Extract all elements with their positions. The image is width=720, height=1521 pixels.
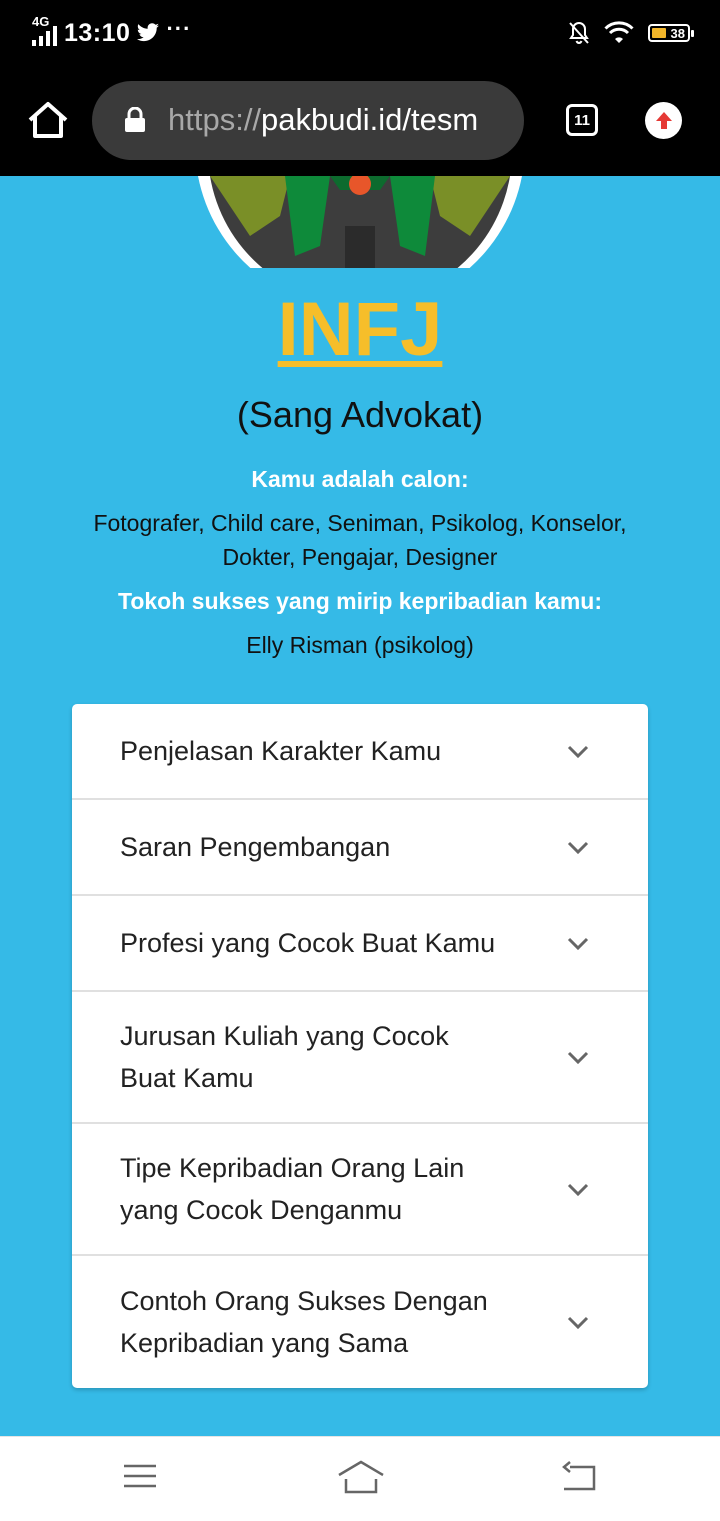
- clock: 13:10: [64, 18, 131, 47]
- figure-label: Tokoh sukses yang mirip kepribadian kamu:: [118, 588, 602, 614]
- tab-switcher-button[interactable]: 11: [566, 104, 598, 136]
- accordion-item-label: Tipe Kepribadian Orang Lain yang Cocok Denganmu: [120, 1153, 465, 1225]
- figure-name: Elly Risman (psikolog): [246, 632, 474, 658]
- system-navigation-bar: [0, 1436, 720, 1521]
- status-right: [568, 16, 690, 50]
- accordion-item-label: Contoh Orang Sukses Dengan Kepribadian yang Sama: [120, 1286, 488, 1358]
- accordion-item-jurusan[interactable]: [72, 992, 648, 1124]
- status-bar: [0, 0, 720, 66]
- accordion-item-label: Penjelasan Karakter Kamu: [120, 736, 442, 766]
- home-nav-icon[interactable]: [336, 1459, 386, 1495]
- url-text: https://pakbudi.id/tesm: [168, 102, 479, 137]
- accordion-item-label: Saran Pengembangan: [120, 832, 391, 862]
- twitter-icon: [136, 23, 160, 43]
- lock-icon: [124, 107, 146, 133]
- chevron-down-icon: [566, 740, 590, 762]
- chevron-down-icon: [566, 932, 590, 954]
- chevron-down-icon: [566, 1046, 590, 1068]
- accordion-item-profesi[interactable]: [72, 896, 648, 992]
- personality-type-title[interactable]: [0, 286, 720, 373]
- chevron-down-icon: [566, 1311, 590, 1333]
- battery-level: 38: [670, 25, 685, 41]
- career-list: Fotografer, Child care, Seniman, Psikolog, Konselor, Dokter, Pengajar, Designer: [93, 510, 627, 570]
- personality-type-link[interactable]: INFJ: [277, 287, 443, 372]
- accordion-item-orang-sukses[interactable]: [72, 1256, 648, 1388]
- home-icon[interactable]: [24, 96, 72, 144]
- update-icon[interactable]: [645, 102, 682, 139]
- signal-icon: 4G: [30, 18, 58, 48]
- back-icon[interactable]: [560, 1461, 598, 1493]
- status-left: [30, 16, 191, 50]
- address-bar[interactable]: [92, 81, 524, 160]
- personality-nickname: (Sang Advokat): [236, 394, 484, 435]
- menu-icon[interactable]: [122, 1461, 158, 1491]
- info-accordion: [72, 704, 648, 1388]
- accordion-item-saran[interactable]: [72, 800, 648, 896]
- accordion-item-karakter[interactable]: [72, 704, 648, 800]
- personality-illustration: [0, 176, 720, 268]
- accordion-item-label: Profesi yang Cocok Buat Kamu: [120, 928, 496, 958]
- accordion-item-label: Jurusan Kuliah yang Cocok Buat Kamu: [120, 1021, 449, 1093]
- browser-toolbar: [0, 66, 720, 176]
- chevron-down-icon: [566, 836, 590, 858]
- battery-icon: [648, 24, 690, 42]
- more-dots-icon: ···: [166, 16, 192, 41]
- accordion-item-tipe-cocok[interactable]: [72, 1124, 648, 1256]
- wifi-icon: [604, 21, 634, 45]
- career-label: Kamu adalah calon:: [251, 466, 469, 492]
- bell-off-icon: [568, 21, 590, 45]
- chevron-down-icon: [566, 1178, 590, 1200]
